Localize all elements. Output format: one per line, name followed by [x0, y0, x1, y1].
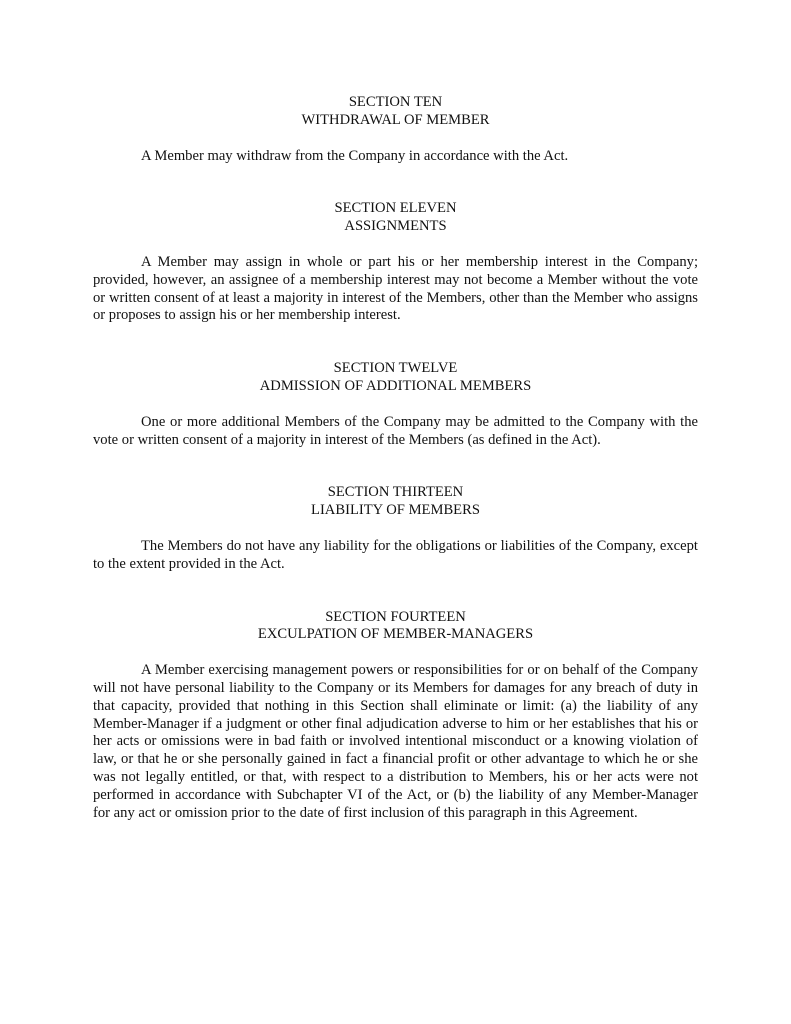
section-eleven — [93, 200, 698, 325]
section-title: WITHDRAWAL OF MEMBER — [301, 111, 490, 128]
section-number: SECTION THIRTEEN — [327, 484, 464, 501]
section-paragraph: A Member exercising management powers or responsibilities for or on behalf of the Company will not have personal liability to the Company or its Members for damages for any breach of duty in that capacity, provided that nothing in this Section shall eliminate or limit: (a) the liability of any Member-Manager if a judgment or other final adjudication adverse to him or her establishes that his or her acts or omissions were in bad faith or involved intentional misconduct or a knowing violation of law, or that he or she personally gained in fact a financial profit or other advantage to which he or she was not legally entitled, or that, with respect to a distribution to Members, his or her acts were not performed in accordance with Subchapter VI of the Act, or (b) the liability of any Member-Manager for any act or omission prior to the date of first inclusion of this paragraph in this Agreement. — [93, 662, 698, 821]
section-thirteen — [93, 484, 698, 573]
section-number: SECTION TEN — [348, 94, 443, 110]
section-fourteen — [93, 609, 698, 823]
section-heading — [93, 484, 698, 520]
section-paragraph: One or more additional Members of the Company may be admitted to the Company with the vote or written consent of a majority in interest of the Members (as defined in the Act). — [93, 413, 698, 448]
section-heading — [93, 94, 698, 130]
section-number: SECTION ELEVEN — [334, 200, 457, 217]
section-twelve — [93, 360, 698, 449]
section-heading — [93, 200, 698, 236]
section-paragraph: A Member may assign in whole or part his or her membership interest in the Company; provided, however, an assignee of a membership interest may not become a Member without the vote or written consent of at least a majority in interest of the Members, other than the Member who assigns or proposes to assign his or her membership interest. — [93, 253, 698, 324]
section-number: SECTION TWELVE — [333, 360, 458, 377]
section-ten — [93, 94, 698, 165]
section-title: EXCULPATION OF MEMBER-MANAGERS — [257, 626, 534, 643]
section-title: ASSIGNMENTS — [344, 218, 447, 235]
section-title: ADMISSION OF ADDITIONAL MEMBERS — [259, 377, 532, 394]
section-paragraph: A Member may withdraw from the Company in accordance with the Act. — [141, 147, 569, 164]
section-paragraph: The Members do not have any liability for the obligations or liabilities of the Company, except to the extent provided in the Act. — [93, 537, 698, 572]
section-number: SECTION FOURTEEN — [325, 608, 466, 625]
section-heading — [93, 609, 698, 645]
section-title: LIABILITY OF MEMBERS — [311, 502, 480, 519]
section-heading — [93, 360, 698, 396]
document-body — [93, 94, 698, 822]
